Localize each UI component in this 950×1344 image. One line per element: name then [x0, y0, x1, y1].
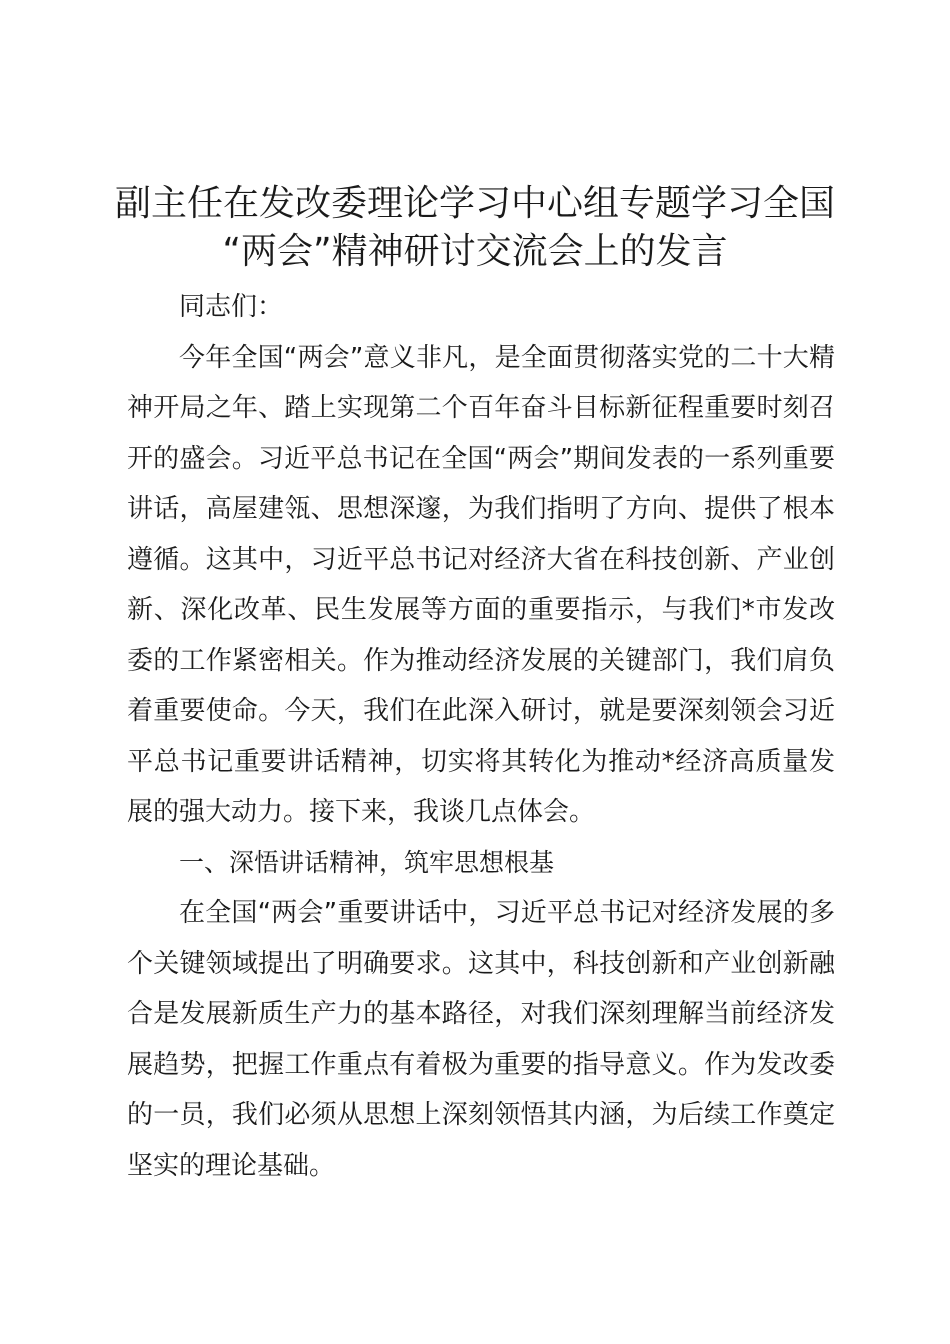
paragraph-2: 在全国“两会”重要讲话中，习近平总书记对经济发展的多个关键领域提出了明确要求。这其中，科技创新和产业创新融合是发展新质生产力的基本路径，对我们深刻理解当前经济发展趋势，把握工作重点有着极为重要的指导意义。作为发改委的一员，我们必须从思想上深刻领悟其内涵，为后续工作奠定坚实的理论基础。	[127, 898, 835, 1181]
salutation: 同志们：	[179, 292, 284, 322]
paragraph-1: 今年全国“两会”意义非凡，是全面贯彻落实党的二十大精神开局之年、踏上实现第二个百年奋斗目标新征程重要时刻召开的盛会。习近平总书记在全国“两会”期间发表的一系列重要讲话，高屋建瓴、思想深邃，为我们指明了方向、提供了根本遵循。这其中，习近平总书记对经济大省在科技创新、产业创新、深化改革、民生发展等方面的重要指示，与我们*市发改委的工作紧密相关。作为推动经济发展的关键部门，我们肩负着重要使命。今天，我们在此深入研讨，就是要深刻领会习近平总书记重要讲话精神，切实将其转化为推动*经济高质量发展的强大动力。接下来，我谈几点体会。	[127, 342, 835, 827]
title-line-1: 副主任在发改委理论学习中心组专题学习全国	[114, 183, 835, 224]
document-title	[100, 180, 850, 276]
document-body	[127, 282, 835, 1191]
section-heading-1: 一、深悟讲话精神，筑牢思想根基	[179, 847, 555, 877]
title-line-2: “两会”精神研讨交流会上的发言	[222, 231, 728, 272]
